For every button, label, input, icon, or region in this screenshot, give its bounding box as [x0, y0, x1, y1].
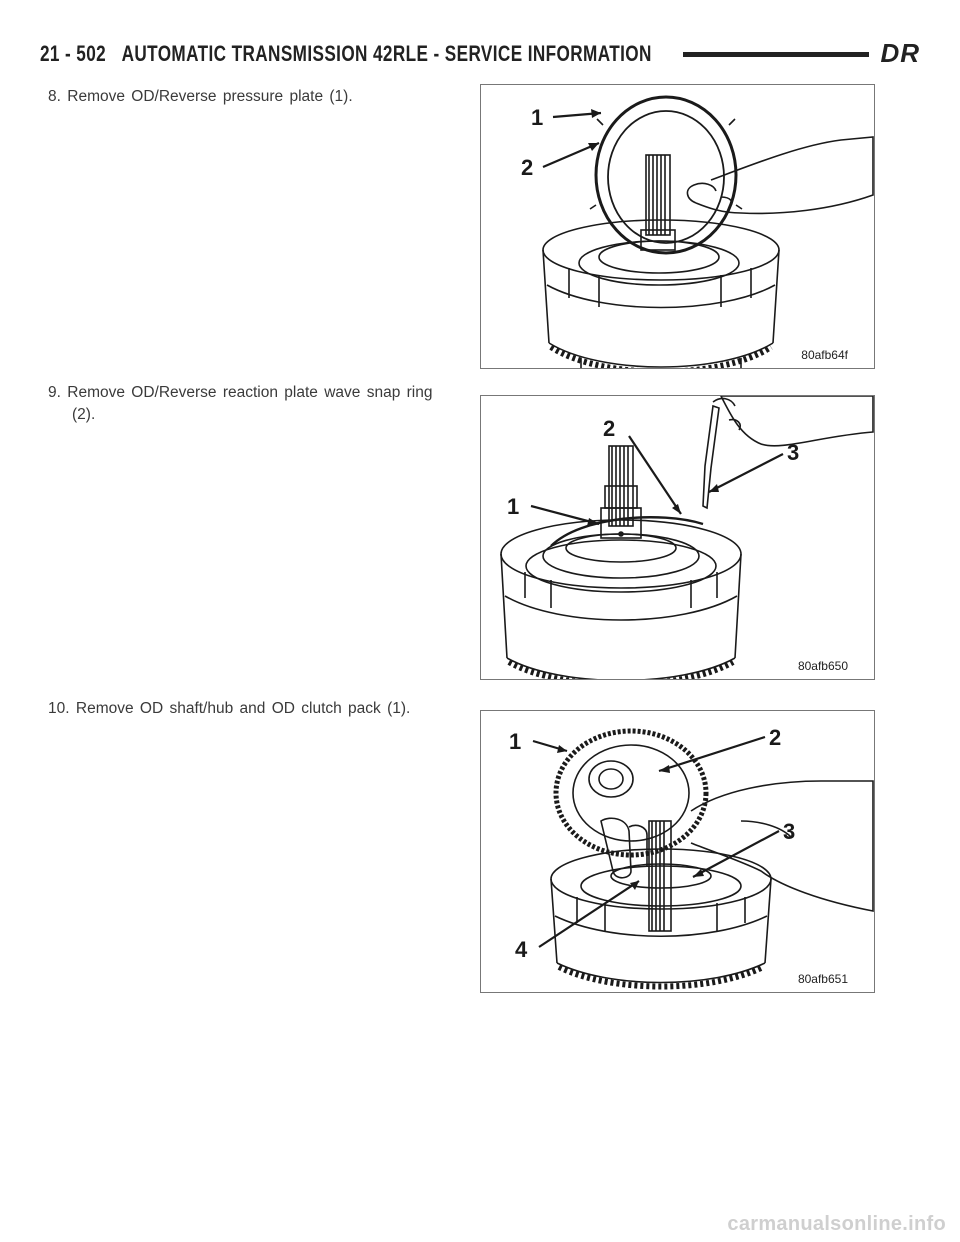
step-number: 9. [48, 384, 61, 401]
step-8 [48, 86, 448, 108]
callout-3: 3 [787, 440, 800, 465]
page-footer [0, 1212, 960, 1242]
brand-logo: DR [880, 38, 920, 68]
figure-wave-snap-ring [480, 395, 875, 680]
illustration-wave-snap-ring [481, 396, 874, 679]
step-9 [48, 382, 448, 426]
watermark: carmanualsonline.info [727, 1213, 946, 1235]
callout-1: 1 [531, 105, 544, 130]
header-title: AUTOMATIC TRANSMISSION 42RLE - SERVICE INFORMATION [121, 41, 652, 66]
step-10 [48, 698, 448, 720]
callout-2: 2 [521, 155, 534, 180]
callout-1: 1 [507, 494, 520, 519]
step-text: Remove OD shaft/hub and OD clutch pack (1). [75, 700, 411, 717]
section-number: 21 - 502 [40, 41, 107, 66]
illustration-pressure-plate [481, 85, 874, 368]
callout-2: 2 [603, 416, 616, 441]
callout-4: 4 [515, 937, 528, 962]
step-text: Remove OD/Reverse pressure plate (1). [67, 88, 353, 105]
step-number: 10. [48, 700, 70, 717]
figure-code: 80afb64f [801, 348, 848, 362]
step-text-continued: (2). [72, 406, 96, 423]
step-text: Remove OD/Reverse reaction plate wave snap ring [67, 384, 433, 401]
figure-code: 80afb651 [797, 972, 848, 986]
callout-2: 2 [769, 725, 782, 750]
figure-code: 80afb650 [797, 659, 848, 673]
header-rule [683, 52, 869, 57]
header-text [40, 41, 652, 67]
figure-pressure-plate [480, 84, 875, 369]
page-header [40, 36, 920, 72]
figure-od-shaft-hub [480, 710, 875, 993]
illustration-od-shaft-hub [481, 711, 874, 992]
step-number: 8. [48, 88, 61, 105]
callout-3: 3 [783, 819, 796, 844]
callout-1: 1 [509, 729, 522, 754]
